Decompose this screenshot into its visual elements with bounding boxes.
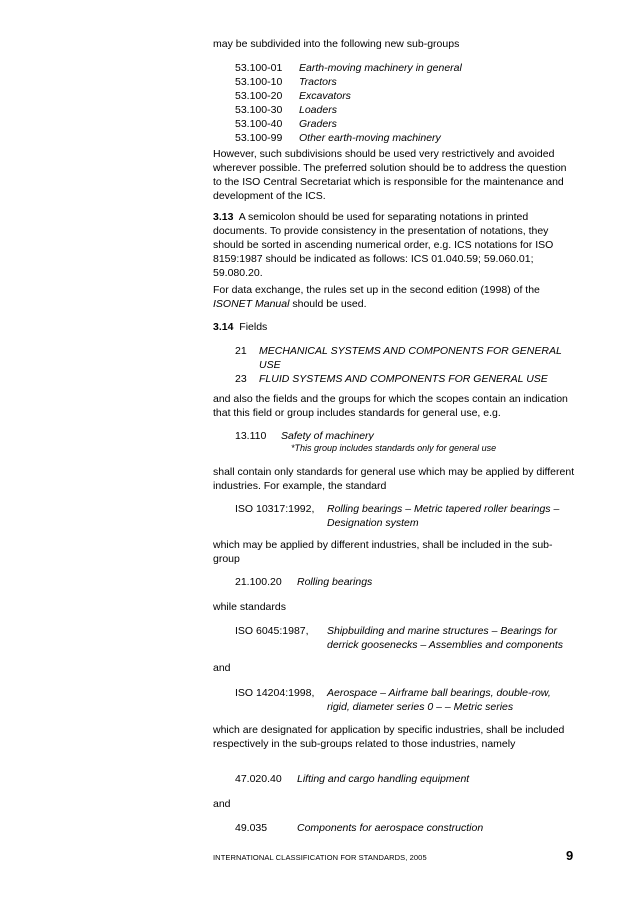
- group-title: Components for aerospace construction: [297, 822, 484, 834]
- standard-code: ISO 10317:1992,: [235, 503, 315, 515]
- standard-code: ISO 6045:1987,: [235, 625, 309, 637]
- field-code: 23: [235, 373, 247, 385]
- fields-list: [235, 344, 580, 386]
- section-text: A semicolon should be used for separating notations in printed documents. To provide consistency in the presentation of notations, they should be sorted in ascending numerical order, e.g. ICS notations for ISO 8159:1987 should be indicated as follows: ICS 01.040.59; 59.060.01; 59.080.20.: [213, 211, 554, 279]
- subgroup-title: Graders: [299, 118, 337, 130]
- section-3-13: [213, 210, 578, 280]
- subgroup-code: 53.100-10: [235, 76, 283, 88]
- standard-iso-6045: [235, 624, 575, 652]
- list-item: [235, 344, 580, 372]
- paragraph-and: and: [213, 798, 231, 810]
- group-code: 47.020.40: [235, 773, 282, 785]
- subgroup-list: [235, 61, 575, 145]
- intro-text: may be subdivided into the following new sub-groups: [213, 38, 460, 50]
- section-number: 3.14: [213, 321, 234, 333]
- paragraph-data-exchange: [213, 283, 578, 311]
- paragraph-general-use: shall contain only standards for general use which may be applied by different industries. For example, the standard: [213, 466, 575, 492]
- paragraph-fields: and also the fields and the groups for which the scopes contain an indication that this field or group includes standards for general use, e.g.: [213, 393, 568, 419]
- text-span: should be used.: [292, 298, 367, 310]
- standard-title: Rolling bearings – Metric tapered roller bearings – Designation system: [327, 503, 560, 529]
- list-item: [235, 372, 580, 386]
- list-item: [235, 75, 575, 89]
- section-title: Fields: [239, 321, 268, 333]
- page-footer: INTERNATIONAL CLASSIFICATION FOR STANDARDS, 2005: [213, 853, 427, 862]
- paragraph-subgroup: which may be applied by different industries, shall be included in the sub-group: [213, 539, 553, 565]
- list-item: [235, 89, 575, 103]
- subgroup-title: Tractors: [299, 76, 337, 88]
- text-span: For data exchange, the rules set up in the second edition (1998) of the: [213, 284, 540, 296]
- standard-iso-14204: [235, 686, 575, 714]
- field-code: 21: [235, 345, 247, 357]
- subgroup-title: Other earth-moving machinery: [299, 132, 441, 144]
- group-title: Safety of machinery: [281, 430, 374, 442]
- section-3-14-heading: [213, 320, 578, 334]
- group-title: Rolling bearings: [297, 576, 373, 588]
- standard-title: Shipbuilding and marine structures – Bearings for derrick goosenecks – Assemblies and components: [327, 625, 563, 651]
- isonet-manual-title: ISONET Manual: [213, 298, 290, 310]
- field-title: FLUID SYSTEMS AND COMPONENTS FOR GENERAL USE: [259, 373, 548, 385]
- subgroup-code: 53.100-40: [235, 118, 283, 130]
- section-number: 3.13: [213, 211, 234, 223]
- group-code: 49.035: [235, 822, 268, 834]
- page-number: 9: [566, 848, 574, 863]
- subgroup-title: Earth-moving machinery in general: [299, 62, 462, 74]
- standard-title: Aerospace – Airframe ball bearings, double-row, rigid, diameter series 0 – – Metric series: [327, 687, 551, 713]
- standard-code: ISO 14204:1998,: [235, 687, 315, 699]
- list-item: [235, 103, 575, 117]
- subgroup-code: 53.100-99: [235, 132, 283, 144]
- list-item: [235, 131, 575, 145]
- paragraph-however: However, such subdivisions should be used very restrictively and avoided wherever possible. The preferred solution should be to address the question to the ISO Central Secretariat which is responsible for the maintenance and development of the ICS.: [213, 148, 567, 202]
- group-note: *This group includes standards only for general use: [291, 443, 497, 453]
- paragraph-and: and: [213, 662, 231, 674]
- group-aerospace: [235, 821, 575, 835]
- subgroup-code: 53.100-01: [235, 62, 283, 74]
- field-title: MECHANICAL SYSTEMS AND COMPONENTS FOR GENERAL USE: [259, 345, 562, 371]
- group-rolling-bearings: [235, 575, 575, 589]
- subgroup-title: Excavators: [299, 90, 351, 102]
- group-code: 13.110: [235, 430, 267, 442]
- subgroup-code: 53.100-20: [235, 90, 283, 102]
- group-lifting: [235, 772, 575, 786]
- example-group: [235, 429, 575, 454]
- subgroup-code: 53.100-30: [235, 104, 283, 116]
- paragraph-while: while standards: [213, 601, 286, 613]
- list-item: [235, 61, 575, 75]
- subgroup-title: Loaders: [299, 104, 337, 116]
- paragraph-designated: which are designated for application by specific industries, shall be included respectively in the sub-groups related to those industries, namely: [213, 724, 565, 750]
- group-title: Lifting and cargo handling equipment: [297, 773, 470, 785]
- standard-iso-10317: [235, 502, 575, 530]
- group-code: 21.100.20: [235, 576, 282, 588]
- list-item: [235, 117, 575, 131]
